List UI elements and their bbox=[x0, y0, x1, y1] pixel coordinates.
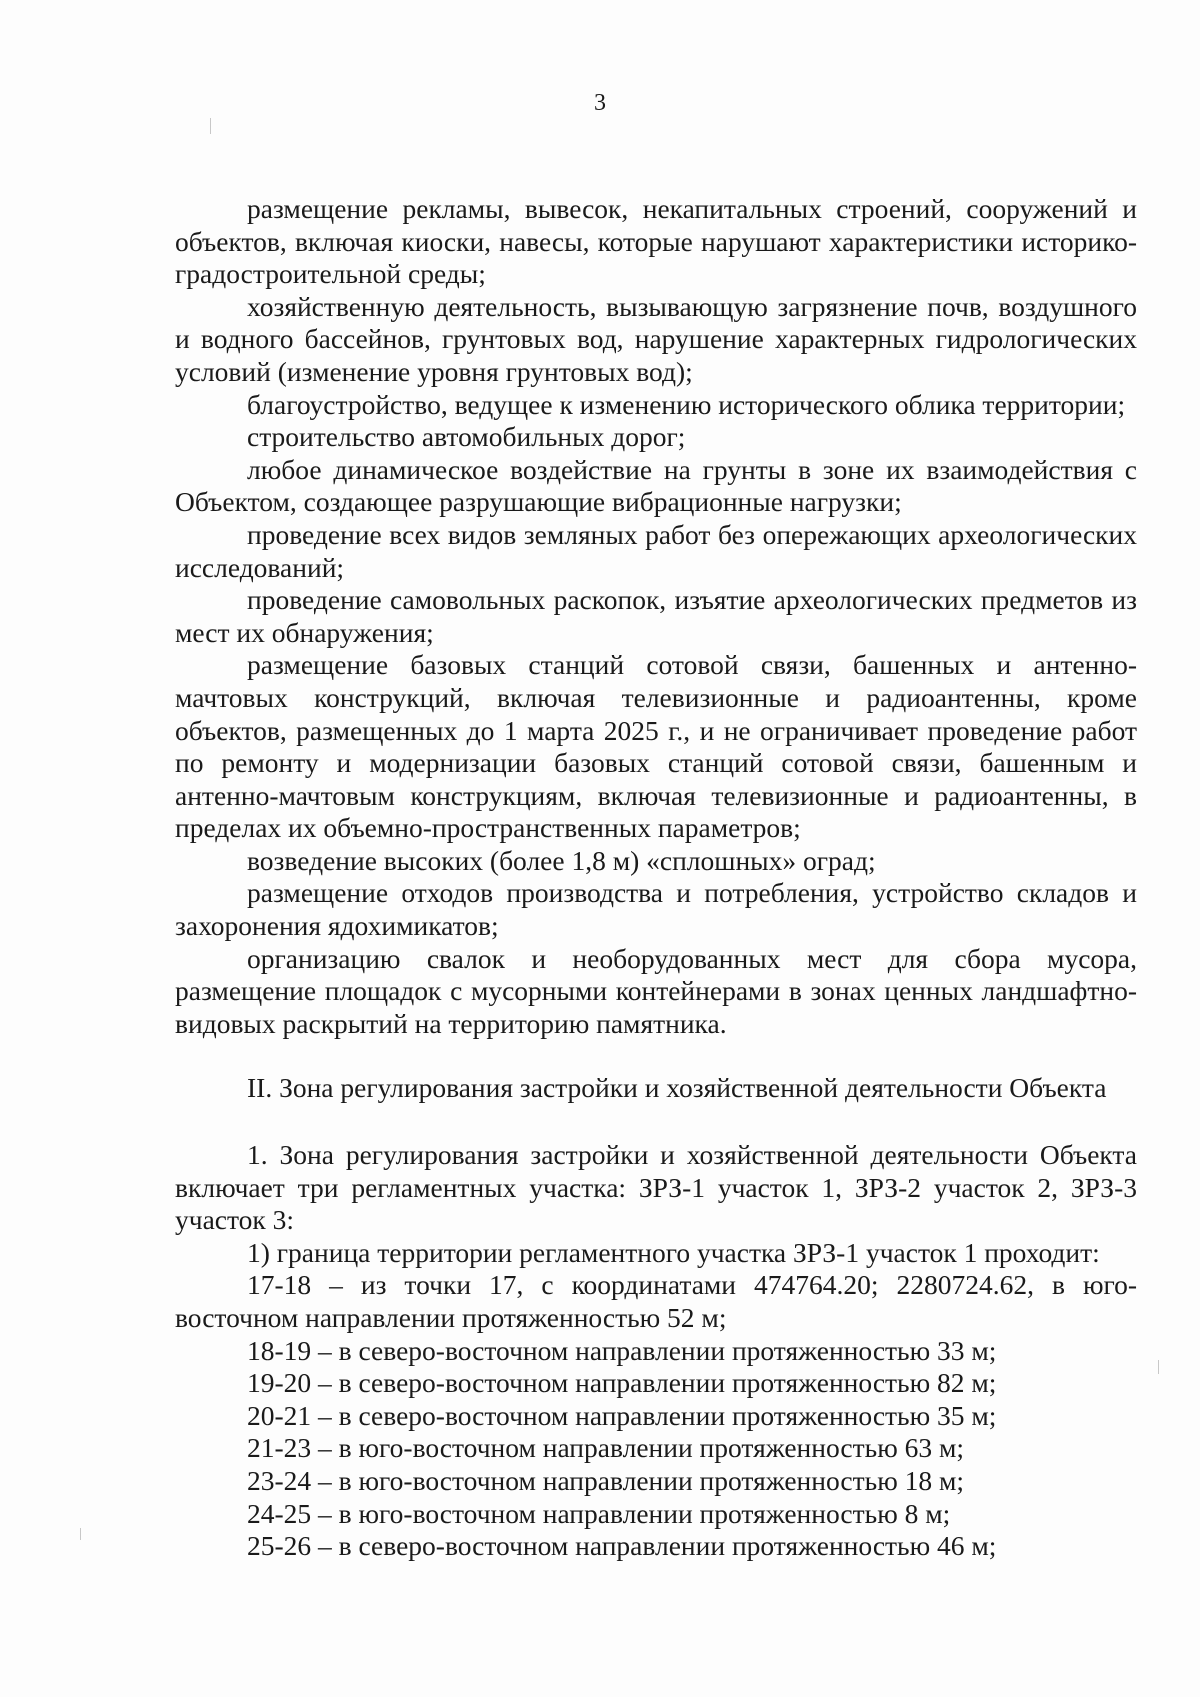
zone-paragraph: 1. Зона регулирования застройки и хозяйственной деятельности Объекта включает три регламентных участка: ЗРЗ-1 участок 1, ЗРЗ-2 участок 2, ЗРЗ-3 участок 3: bbox=[175, 1139, 1137, 1236]
boundary-segment: 18-19 – в северо-восточном направлении протяженностью 33 м; bbox=[247, 1334, 997, 1366]
boundary-segment: 25-26 – в северо-восточном направлении протяженностью 46 м; bbox=[247, 1530, 997, 1562]
document-body bbox=[175, 193, 1137, 1563]
boundary-segment: 17-18 – из точки 17, с координатами 474764.20; 2280724.62, в юго-восточном направлении протяженностью 52 м; bbox=[175, 1269, 1137, 1333]
restriction-paragraph: организацию свалок и необорудованных мест для сбора мусора, размещение площадок с мусорными контейнерами в зонах ценных ландшафтно-видовых раскрытий на территорию памятника. bbox=[175, 942, 1137, 1039]
boundary-segment: 23-24 – в юго-восточном направлении протяженностью 18 м; bbox=[247, 1464, 965, 1496]
restriction-paragraph: благоустройство, ведущее к изменению исторического облика территории; bbox=[247, 388, 1126, 420]
restriction-paragraph: любое динамическое воздействие на грунты в зоне их взаимодействия с Объектом, создающее разрушающие вибрационные нагрузки; bbox=[175, 453, 1137, 518]
boundary-segment: 21-23 – в юго-восточном направлении протяженностью 63 м; bbox=[247, 1432, 965, 1464]
section-heading: II. Зона регулирования застройки и хозяйственной деятельности Объекта bbox=[247, 1072, 1107, 1104]
restriction-paragraph: хозяйственную деятельность, вызывающую загрязнение почв, воздушного и водного бассейнов, грунтовых вод, нарушение характерных гидрологических условий (изменение уровня грунтовых вод); bbox=[175, 290, 1137, 387]
boundary-segment: 19-20 – в северо-восточном направлении протяженностью 82 м; bbox=[247, 1367, 997, 1399]
page-number: 3 bbox=[594, 90, 606, 116]
restriction-paragraph: размещение отходов производства и потребления, устройство складов и захоронения ядохимикатов; bbox=[175, 877, 1137, 942]
boundary-segment: 24-25 – в юго-восточном направлении протяженностью 8 м; bbox=[247, 1497, 951, 1529]
scan-artifact-line bbox=[210, 118, 211, 134]
restriction-paragraph: проведение всех видов земляных работ без опережающих археологических исследований; bbox=[175, 518, 1137, 583]
restriction-paragraph: размещение базовых станций сотовой связи, башенных и антенно-мачтовых конструкций, включая телевизионные и радиоантенны, кроме объектов, размещенных до 1 марта 2025 г., и не ограничивает проведение работ по ремонту и модернизации базовых станций сотовой связи, башенным и антенно-мачтовым конструкциям, включая телевизионные и радиоантенны, в пределах их объемно-пространственных параметров; bbox=[175, 649, 1137, 844]
zone-paragraph: 1) граница территории регламентного участка ЗРЗ-1 участок 1 проходит: bbox=[247, 1236, 1100, 1268]
scan-artifact-line bbox=[80, 1528, 81, 1540]
restriction-paragraph: размещение рекламы, вывесок, некапитальных строений, сооружений и объектов, включая киоски, навесы, которые нарушают характеристики историко-градостроительной среды; bbox=[175, 193, 1137, 290]
scan-artifact-line bbox=[1158, 1360, 1159, 1374]
boundary-segment: 20-21 – в северо-восточном направлении протяженностью 35 м; bbox=[247, 1399, 997, 1431]
restriction-paragraph: возведение высоких (более 1,8 м) «сплошных» оград; bbox=[247, 844, 876, 876]
restriction-paragraph: проведение самовольных раскопок, изъятие археологических предметов из мест их обнаружения; bbox=[175, 584, 1137, 648]
restriction-paragraph: строительство автомобильных дорог; bbox=[247, 421, 686, 453]
